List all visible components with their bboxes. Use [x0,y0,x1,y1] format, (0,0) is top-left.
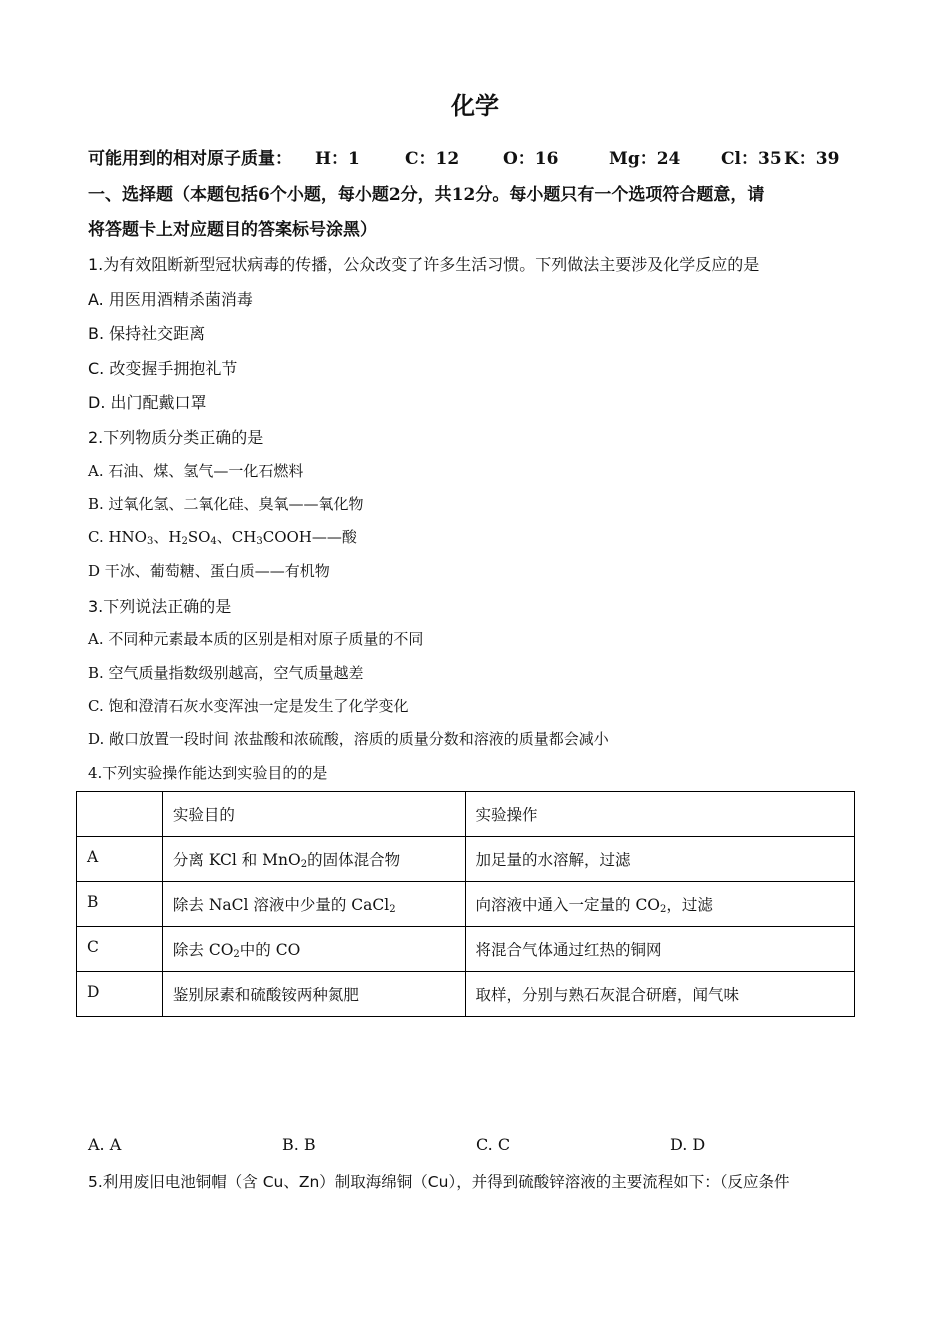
row-goal [162,837,465,882]
row-b-goal-part1: 除去 NaCl 溶液中少量的 CaCl [172,896,390,914]
q4-choice-a: A. A [88,1135,122,1154]
row-b-op-sub: 2 [660,904,667,915]
table-row [77,927,855,972]
row-c-goal-sub: 2 [233,949,240,960]
table-header-operation: 实验操作 [465,792,854,837]
q2-c-part1: C. HNO [88,528,147,546]
q2-option-b: B. 过氧化氢、二氧化硅、臭氧——氧化物 [88,495,364,513]
q4-choice-d: D. D [670,1135,706,1154]
q2-c-part3: SO [187,528,211,546]
q4-choice-b: B. B [282,1135,316,1154]
row-goal: 鉴别尿素和硫酸铵两种氮肥 [162,972,465,1017]
row-operation: 将混合气体通过红热的铜网 [465,927,854,972]
row-goal [162,882,465,927]
row-c-goal-part1: 除去 CO [172,941,234,959]
atomic-mass-h: H：1 [315,149,360,169]
atomic-mass-o: O：16 [503,149,559,169]
row-operation [465,882,854,927]
q1-option-a-letter: A. [88,290,104,309]
q2-c-sub1: 3 [146,536,154,547]
q2-c-sub3: 4 [210,536,217,547]
table-header-cell [77,792,163,837]
table-row [77,972,855,1017]
q2-c-sub4: 3 [256,536,263,547]
q2-c-part4: 、CH [216,528,257,546]
q1-option-b-letter: B. [88,324,105,343]
q2-option-a: A. 石油、煤、氢气—一化石燃料 [88,462,304,480]
q1-option-a-text: 用医用酒精杀菌消毒 [108,290,253,309]
q4-choice-c: C. C [476,1135,511,1154]
row-operation: 加足量的水溶解，过滤 [465,837,854,882]
row-label: B [77,882,163,927]
row-label: C [77,927,163,972]
q3-option-c: C. 饱和澄清石灰水变浑浊一定是发生了化学变化 [88,697,409,715]
q2-c-sub2: 2 [181,536,188,547]
table-row [77,837,855,882]
row-b-op-part2: ，过滤 [666,896,713,914]
q1-option-c [88,356,237,379]
q3-option-b: B. 空气质量指数级别越高，空气质量越差 [88,664,364,682]
atomic-mass-c: C：12 [405,149,460,169]
q1-option-d-letter: D. [88,393,106,412]
q2-stem: 2.下列物质分类正确的是 [88,428,264,447]
row-b-op-part1: 向溶液中通入一定量的 CO [475,896,661,914]
row-c-goal-part2: 中的 CO [239,941,301,959]
q3-option-a: A. 不同种元素最本质的区别是相对原子质量的不同 [88,630,424,648]
table-header-goal: 实验目的 [162,792,465,837]
q2-option-c [88,526,357,547]
q1-stem-text: 1.为有效阻断新型冠状病毒的传播，公众改变了许多生活习惯。下列做法主要涉及化学反应的是 [88,255,760,274]
atomic-mass-label: 可能用到的相对原子质量： [88,149,292,169]
q3-stem: 3.下列说法正确的是 [88,597,232,616]
row-operation: 取样，分别与熟石灰混合研磨，闻气味 [465,972,854,1017]
q1-option-b [88,321,205,344]
q2-c-part5: COOH——酸 [262,528,357,546]
atomic-mass-mg: Mg：24 [609,149,681,169]
q2-option-d: D 干冰、葡萄糖、蛋白质——有机物 [88,562,330,580]
q1-option-d-text: 出门配戴口罩 [110,393,207,412]
atomic-mass-k: K：39 [784,149,840,169]
q1-option-c-text: 改变握手拥抱礼节 [109,359,238,378]
row-goal [162,927,465,972]
table-header-row [77,792,855,837]
atomic-mass-cl: Cl：35 [721,149,782,169]
row-label: D [77,972,163,1017]
q5-stem: 5.利用废旧电池铜帽（含 Cu、Zn）制取海绵铜（Cu），并得到硫酸锌溶液的主要流程如下：（反应条件 [88,1173,790,1191]
q1-option-d [88,390,207,413]
experiment-table [76,791,855,1017]
q4-stem: 4.下列实验操作能达到实验目的的是 [88,764,328,782]
q3-option-d: D. 敞口放置一段时间 浓盐酸和浓硫酸，溶质的质量分数和溶液的质量都会减小 [88,730,609,748]
row-label: A [77,837,163,882]
section-heading-line2: 将答题卡上对应题目的答案标号涂黑） [88,220,377,240]
q1-option-c-letter: C. [88,359,105,378]
q2-c-part2: 、H [153,528,182,546]
table-row [77,882,855,927]
q1-option-b-text: 保持社交距离 [109,324,206,343]
row-a-goal-part2: 的固体混合物 [307,851,401,869]
q1-stem [88,252,759,275]
section-heading-line1: 一、选择题（本题包括6个小题，每小题2分，共12分。每小题只有一个选项符合题意，请 [88,185,765,205]
row-a-goal-part1: 分离 KCl 和 MnO [172,851,301,869]
row-b-goal-sub: 2 [389,904,396,915]
row-a-goal-sub: 2 [300,859,308,870]
q1-option-a [88,287,253,310]
page-title: 化学 [451,91,499,120]
